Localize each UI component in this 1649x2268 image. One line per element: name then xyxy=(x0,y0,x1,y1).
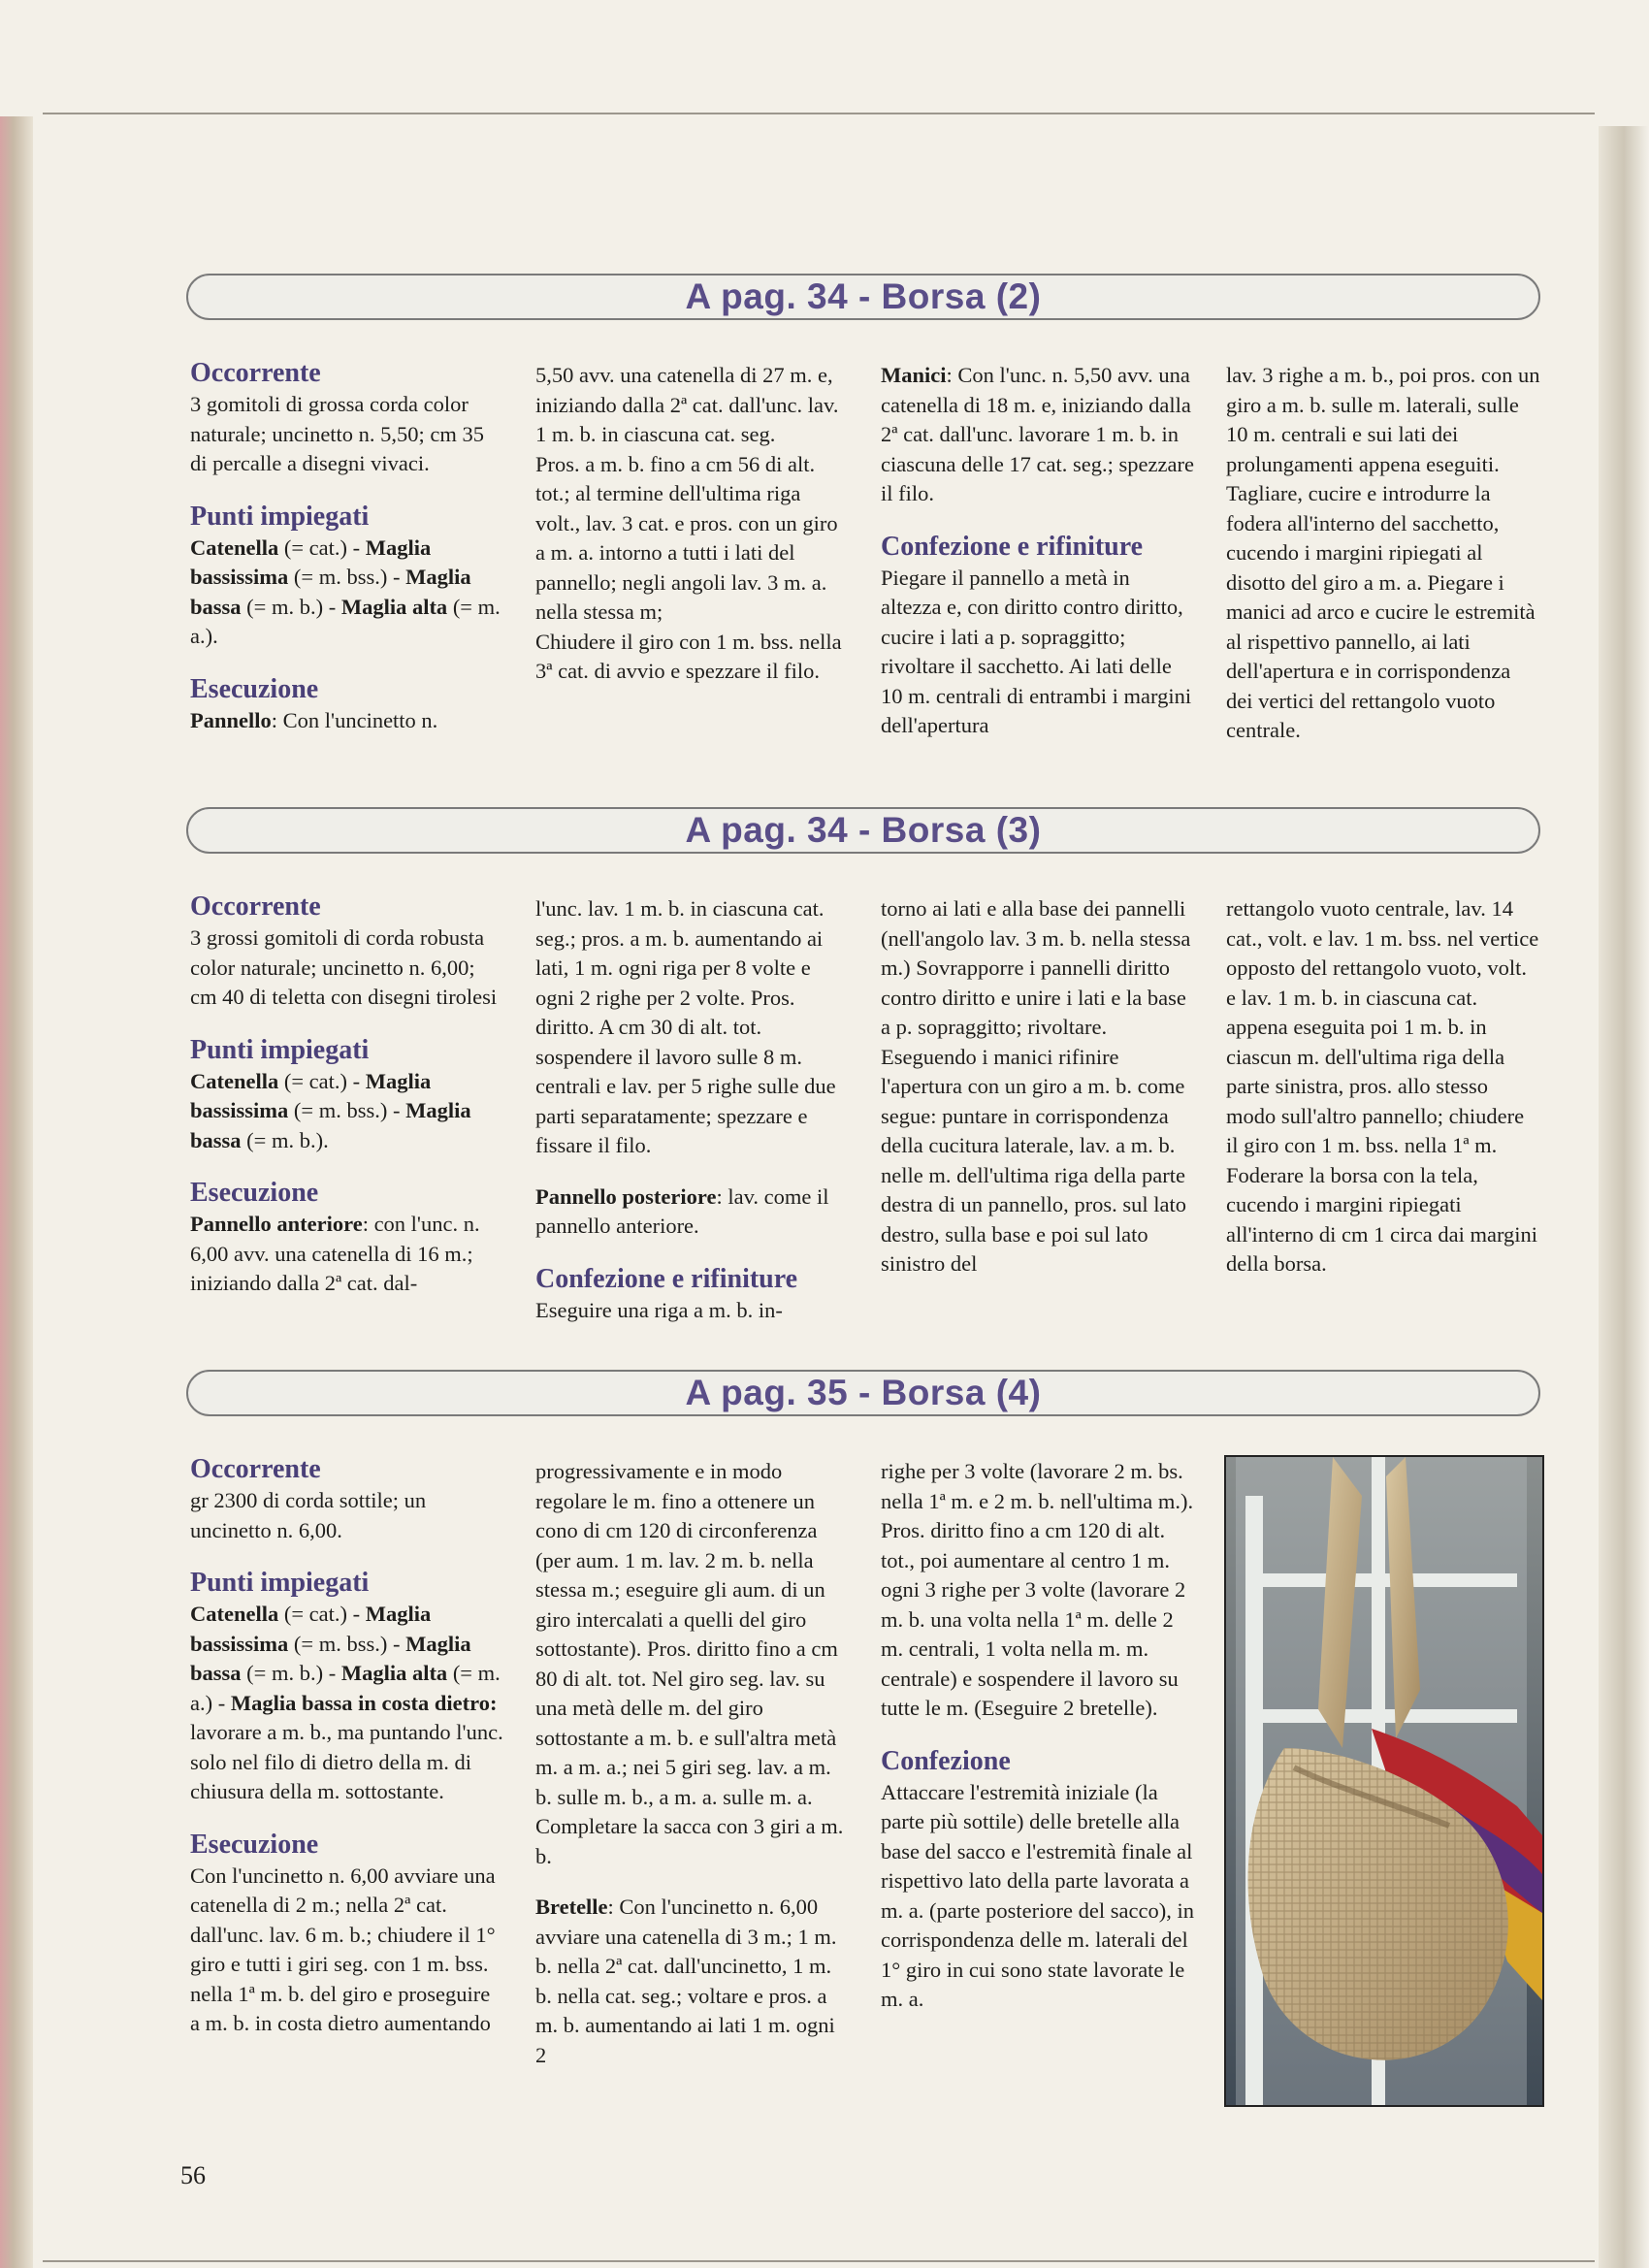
spacer xyxy=(881,509,1195,531)
paragraph: Catenella (= cat.) - Maglia bassissima (= m. bss.) - Maglia bassa (= m. b.) - Maglia alta (= m. a.). xyxy=(190,535,501,648)
page-edge-left xyxy=(0,116,33,2268)
text-column xyxy=(535,361,850,687)
spacer xyxy=(535,1242,850,1263)
paragraph: progressivamente e in modo regolare le m. fino a ottenere un cono di cm 120 di circonferenza (per aum. 1 m. lav. 2 m. b. nella stessa m.; eseguire gli aum. di un giro intercalati a quelli del giro sottostante). Pros. diritto fino a cm 80 di alt. tot. Nel giro seg. lav. su una metà delle m. del giro sottostante a m. b. e sull'altra metà m. a m. a.; nei 5 giri seg. lav. a m. b. sulle m. b., a m. a. sulle m. a. Completare la sacca con 3 giri a m. b. xyxy=(535,1459,844,1868)
paragraph: lav. 3 righe a m. b., poi pros. con un giro a m. b. sulle m. laterali, sulle 10 m. centrali e sui lati dei prolungamenti appena eseguiti. Tagliare, cucire e introdurre la fodera all'interno del sacchetto, cucendo i margini ripiegati al disotto del giro a m. a. Piegare i manici ad arco e cucire le estremità al rispettivo pannello, ai lati dell'apertura e in corrispondenza dei vertici del rettangolo vuoto centrale. xyxy=(1226,363,1540,742)
paragraph: Piegare il pannello a metà in altezza e, con diritto contro diritto, cucire i lati a p. sopraggitto; rivoltare il sacchetto. Ai lati delle 10 m. centrali di entrambi i margini dell'apertura xyxy=(881,565,1192,737)
paragraph: Pannello anteriore: con l'unc. n. 6,00 avv. una catenella di 16 m.; iniziando dalla 2ª cat. dal- xyxy=(190,1212,480,1295)
paragraph: gr 2300 di corda sottile; un uncinetto n. 6,00. xyxy=(190,1488,427,1542)
paragraph: Catenella (= cat.) - Maglia bassissima (= m. bss.) - Maglia bassa (= m. b.) - Maglia alta (= m. a.) - Maglia bassa in costa dietro: lavorare a m. b., ma puntando l'unc. solo nel filo di dietro della m. di chiusura della m. sottostante. xyxy=(190,1602,503,1803)
paragraph: Foderare la borsa con la tela, cucendo i margini ripiegati all'interno di cm 1 circa dai margini della borsa. xyxy=(1226,1162,1538,1276)
paragraph: rettangolo vuoto centrale, lav. 14 cat., volt. e lav. 1 m. bss. nel vertice opposto del rettangolo vuoto, volt. e lav. 1 m. b. in ciascuna cat. appena eseguita poi 1 m. b. in ciascun m. dell'ultima riga della parte sinistra, pros. allo stesso modo sull'altro pannello; chiudere il giro con 1 m. bss. nella 1ª m. xyxy=(1226,896,1539,1157)
paragraph: Catenella (= cat.) - Maglia bassissima (= m. bss.) - Maglia bassa (= m. b.). xyxy=(190,1068,471,1152)
paragraph: l'unc. lav. 1 m. b. in ciascuna cat. seg.; pros. a m. b. aumentando ai lati, 1 m. ogni riga per 8 volte e ogni 2 righe per 2 volte. Pros. diritto. A cm 30 di alt. tot. sospendere il lavoro sulle 8 m. centrali e lav. per 5 righe sulle due parti separatamente; spezzare e fissare il filo. xyxy=(535,896,836,1157)
text-column xyxy=(881,361,1195,741)
paragraph: righe per 3 volte (lavorare 2 m. bs. nella 1ª m. e 2 m. b. nell'ultima m.). Pros. diritto fino a cm 120 di alt. tot., poi aumentare al centro 1 m. ogni 3 righe per 3 volte (lavorare 2 m. b. una volta nella 1ª m. delle 2 m. centrali, 1 volta nella m. m. centrale) e sospendere il lavoro su tutte le m. (Eseguire 2 bretelle). xyxy=(881,1459,1194,1720)
section-title: A pag. 34 - Borsa (3) xyxy=(685,810,1042,850)
paragraph: Pannello posteriore: lav. come il pannello anteriore. xyxy=(535,1183,829,1238)
text-column xyxy=(190,1453,504,2039)
paragraph: Pros. a m. b. fino a cm 56 di alt. tot.; al termine dell'ultima riga volt., lav. 3 cat. e pros. con un giro a m. a. intorno a tutti i lati del pannello; negli angoli lav. 3 m. a. nella stessa m; xyxy=(535,451,838,624)
paragraph: 3 grossi gomitoli di corda robusta color naturale; uncinetto n. 6,00; cm 40 di teletta con disegni tirolesi xyxy=(190,925,498,1009)
section-banner xyxy=(186,807,1540,854)
subheading: Esecuzione xyxy=(190,1829,319,1860)
paragraph: torno ai lati e alla base dei pannelli (nell'angolo lav. 3 m. b. nella stessa m.) Sovrapporre i pannelli diritto contro diritto e unire i lati e la base a p. sopraggitto; rivoltare. Eseguendo i manici rifinire l'apertura con un giro a m. b. come segue: puntare in corrispondenza della cucitura laterale, lav. a m. b. nelle m. dell'ultima riga della parte destra di un pannello, pros. sul lato destro, sulla base e poi sul lato sinistro del xyxy=(881,896,1191,1276)
subheading: Esecuzione xyxy=(190,1178,319,1208)
subheading: Confezione e rifiniture xyxy=(881,531,1144,562)
subheading: Punti impiegati xyxy=(190,1568,370,1598)
subheading: Punti impiegati xyxy=(190,1034,370,1065)
spacer xyxy=(190,652,504,673)
paragraph: Attaccare l'estremità iniziale (la parte più sottile) delle bretelle alla base del sacco e l'estremità finale al rispettivo lato della parte lavorata a m. a. (parte posteriore del sacco), in corrispondenza delle m. laterali del 1° giro in cui sono state lavorate le m. a. xyxy=(881,1779,1194,2011)
text-column xyxy=(1226,894,1540,1280)
top-rule xyxy=(43,113,1595,114)
bottom-rule xyxy=(43,2260,1595,2262)
paragraph: 3 gomitoli di grossa corda color naturale; uncinetto n. 5,50; cm 35 di percalle a disegni vivaci. xyxy=(190,392,485,475)
text-column xyxy=(1226,361,1540,746)
text-column xyxy=(881,894,1195,1280)
section-title: A pag. 35 - Borsa (4) xyxy=(685,1373,1042,1412)
text-column xyxy=(535,894,850,1325)
page-number: 56 xyxy=(180,2161,206,2189)
spacer xyxy=(190,1155,504,1177)
subheading: Punti impiegati xyxy=(190,501,370,532)
crochet-bag-photo xyxy=(1224,1455,1544,2107)
section-banner xyxy=(186,274,1540,320)
text-column xyxy=(190,357,504,735)
subheading: Occorrente xyxy=(190,891,321,922)
spacer xyxy=(190,1807,504,1829)
paragraph: Manici: Con l'unc. n. 5,50 avv. una catenella di 18 m. e, iniziando dalla 2ª cat. dall'unc. lavorare 1 m. b. in ciascuna delle 17 cat. seg.; spezzare il filo. xyxy=(881,363,1194,505)
text-column xyxy=(881,1457,1195,2015)
paragraph: Con l'uncinetto n. 6,00 avviare una catenella di 2 m.; nella 2ª cat. dall'unc. lav. 6 m. b.; chiudere il 1° giro e tutti i giri seg. con 1 m. bss. nella 1ª m. b. del giro e proseguire a m. b. in costa dietro aumentando xyxy=(190,1863,496,2035)
paragraph: Bretelle: Con l'uncinetto n. 6,00 avviare una catenella di 3 m.; 1 m. b. nella 2ª cat. dall'uncinetto, 1 m. b. nella cat. seg.; voltare e pros. a m. b. aumentando ai lati 1 m. ogni 2 xyxy=(535,1895,837,2067)
text-column xyxy=(535,1457,850,2070)
subheading: Occorrente xyxy=(190,1454,321,1484)
paragraph: Chiudere il giro con 1 m. bss. nella 3ª cat. di avvio e spezzare il filo. xyxy=(535,629,842,683)
subheading: Confezione xyxy=(881,1745,1011,1776)
paragraph: 5,50 avv. una catenella di 27 m. e, iniziando dalla 2ª cat. dall'unc. lav. 1 m. b. in ciascuna cat. seg. xyxy=(535,363,839,446)
page-edge-right xyxy=(1599,126,1649,2268)
spacer xyxy=(190,1545,504,1567)
subheading: Confezione e rifiniture xyxy=(535,1263,798,1294)
section-title: A pag. 34 - Borsa (2) xyxy=(685,276,1042,316)
spacer xyxy=(190,1013,504,1034)
spacer xyxy=(881,1724,1195,1745)
spacer xyxy=(535,1871,850,1893)
spacer xyxy=(190,479,504,501)
subheading: Occorrente xyxy=(190,358,321,388)
subheading: Esecuzione xyxy=(190,673,319,704)
paragraph: Pannello: Con l'uncinetto n. xyxy=(190,707,438,732)
spacer xyxy=(535,1161,850,1183)
text-column xyxy=(190,891,504,1299)
section-banner xyxy=(186,1370,1540,1416)
paragraph: Eseguire una riga a m. b. in- xyxy=(535,1297,783,1322)
